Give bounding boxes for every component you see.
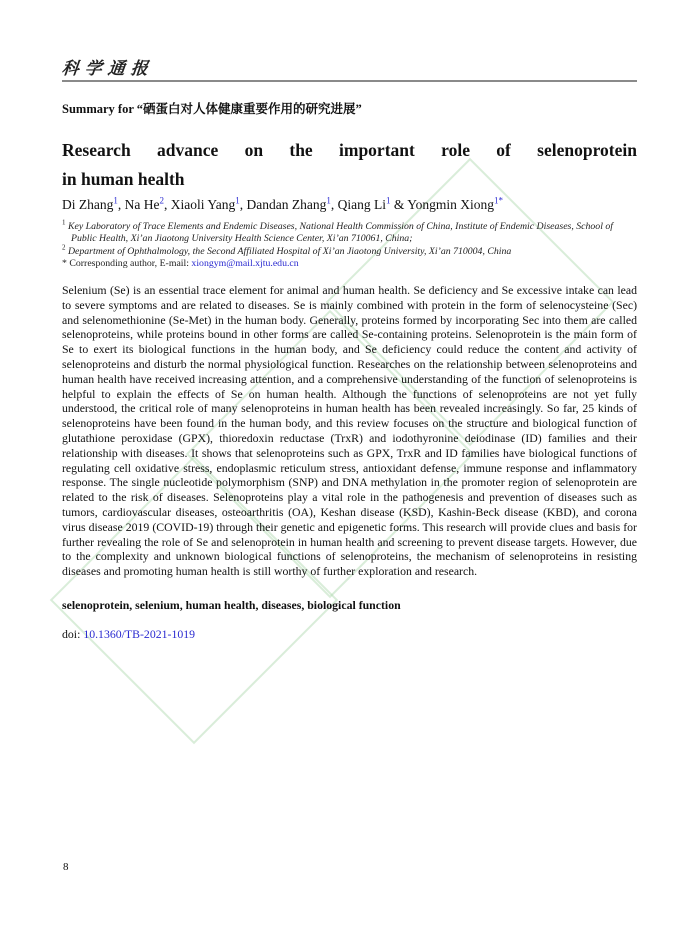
affiliation-text: Key Laboratory of Trace Elements and Endemic Diseases, National Health Commission of China, Institute of Endemic Diseases, School of Public Health, Xi’an Jiaotong University Health Science Center, Xi’an 710061, China; bbox=[67, 221, 613, 245]
affiliation-2 bbox=[62, 243, 640, 258]
affiliations bbox=[62, 218, 640, 271]
author-affiliation-ref[interactable]: 2 bbox=[159, 195, 164, 206]
abstract-text: Selenium (Se) is an essential trace element for animal and human health. Se deficiency and Se excessive intake can lead to severe symptoms and are related to diseases. Se is mainly combined with protein in the form of selenocysteine (Sec) and selenomethionine (Se-Met) in the human body. Generally, proteins formed by incorporating Sec into them are called selenoproteins, while proteins bound in other forms are called Se-containing proteins. Selenoprotein is the main form of Se to exert its biological functions in the human body, and Se deficiency could reduce the content and activity of selenoproteins and disturb the normal physiological function. Researches on the relationship between selenoproteins and human health have received increasing attention, and a comprehensive understanding of the function of selenoproteins is helpful to explain the effects of Se on human health. Although the functions of selenoproteins are not yet fully understood, the critical role of many selenoproteins in human health has been revealed increasingly. So far, 25 kinds of selenoproteins have been found in the human body, and this review focuses on the structure and biological function of glutathione peroxidase (GPX), thioredoxin reductase (TrxR) and iodothyronine deiodinase (ID) families and their relationship with diseases. It shows that selenoproteins such as GPX, TrxR and ID families have biological functions of regulating cell oxidative stress, endoplasmic reticulum stress, antioxidant defense, immune response and inflammatory response. The single nucleotide polymorphism (SNP) and DNA methylation in the promoter region of selenoprotein are related to the risk of diseases. Selenoproteins play a vital role in the pathogenesis and prevention of diseases such as tumors, cardiovascular diseases, osteoarthritis (OA), Keshan disease (KSD), Kashin-Beck disease (KBD), and corona virus disease 2019 (COVID-19) through their genetic and epigenetic forms. This research will provide clues and basis for further revealing the role of Se and selenoprotein in human health and screening to prevent disease targets. However, due to the complexity and unknown biological functions of selenoproteins, the mechanism of selenoproteins in resisting diseases and promoting human health is still worthy of further exploration and research. bbox=[62, 283, 637, 579]
paper-title bbox=[62, 136, 637, 194]
email-link[interactable]: xiongym@mail.xjtu.edu.cn bbox=[191, 258, 299, 270]
author-name: Na He bbox=[124, 197, 160, 212]
author-separator: , bbox=[330, 197, 338, 212]
author-name: Di Zhang bbox=[62, 197, 114, 212]
journal-logo: 科学通报 bbox=[60, 59, 155, 78]
paper-title-line1: Research advance on the important role of selenoprotein bbox=[62, 140, 637, 160]
author-affiliation-ref[interactable]: 1* bbox=[494, 195, 504, 206]
header-rule bbox=[62, 80, 637, 82]
author-name: Xiaoli Yang bbox=[170, 197, 236, 212]
page-number: 8 bbox=[63, 861, 69, 873]
paper-title-line2: in human health bbox=[62, 169, 185, 189]
summary-line: Summary for “硒蛋白对人体健康重要作用的研究进展” bbox=[62, 102, 362, 116]
author-affiliation-ref[interactable]: 1 bbox=[113, 195, 118, 206]
author-name: Dandan Zhang bbox=[246, 197, 327, 212]
doi-line bbox=[62, 627, 195, 642]
author-list bbox=[62, 197, 637, 213]
doi-label: doi: bbox=[62, 627, 81, 641]
doi-link[interactable]: 10.1360/TB-2021-1019 bbox=[83, 627, 196, 641]
author-affiliation-ref[interactable]: 1 bbox=[326, 195, 331, 206]
author-affiliation-ref[interactable]: 1 bbox=[385, 195, 391, 206]
author-separator: , bbox=[117, 197, 125, 212]
affiliation-marker: 2 bbox=[62, 243, 66, 252]
author-separator: , bbox=[163, 197, 171, 212]
corresponding-label: Corresponding author, E-mail: bbox=[69, 258, 189, 270]
affiliation-1 bbox=[62, 218, 640, 246]
corresponding-author-line bbox=[62, 258, 640, 270]
author-separator: & bbox=[390, 197, 408, 212]
affiliation-marker: 1 bbox=[62, 218, 66, 227]
author-affiliation-ref[interactable]: 1 bbox=[235, 195, 240, 206]
author-name: Qiang Li bbox=[337, 197, 386, 212]
affiliation-text: Department of Ophthalmology, the Second Affiliated Hospital of Xi’an Jiaotong University, Xi’an 710004, China bbox=[67, 245, 512, 257]
corresponding-marker: * bbox=[62, 258, 67, 270]
author-separator: , bbox=[239, 197, 247, 212]
keywords-line: selenoprotein, selenium, human health, diseases, biological function bbox=[62, 598, 401, 612]
author-name: Yongmin Xiong bbox=[407, 197, 495, 212]
